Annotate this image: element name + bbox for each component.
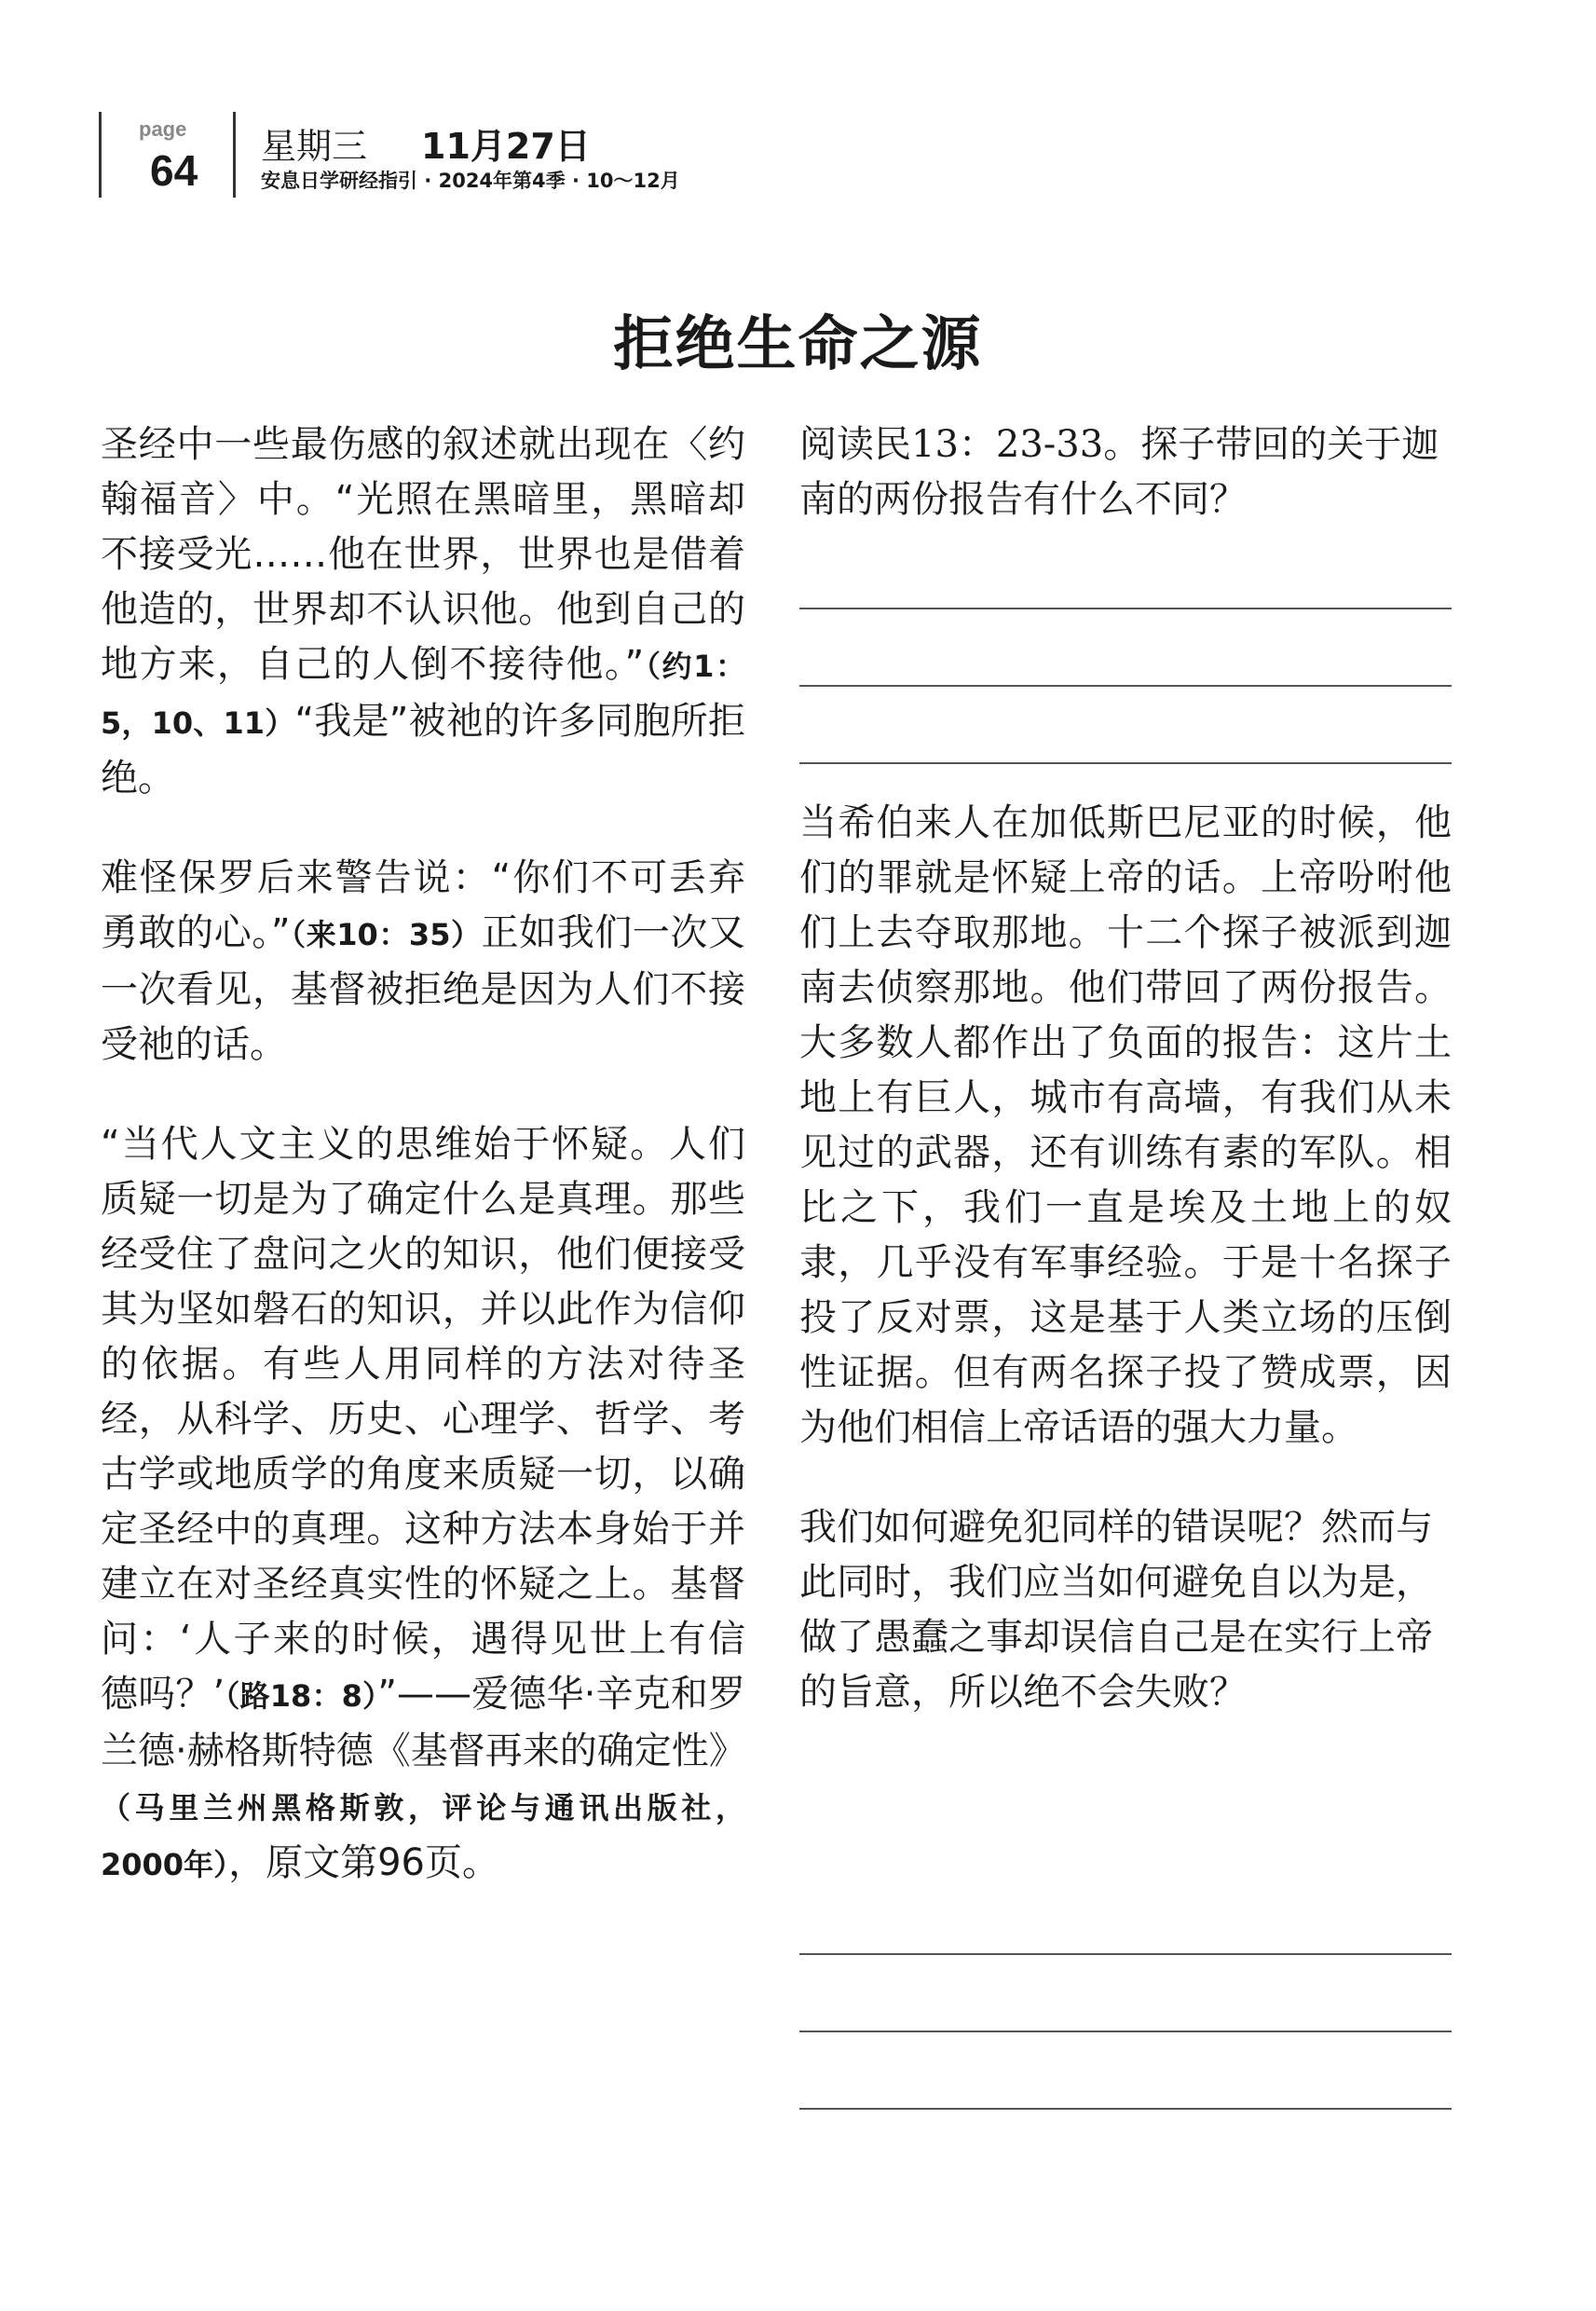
p3-tail: ，原文第96页。 [228,1841,499,1884]
p2-text: 难怪保罗后来警告说：“你们不可丢弃勇敢的心。” [101,856,745,954]
p3-text: “当代人文主义的思维始于怀疑。人们质疑一切是为了确定什么是真理。那些经受住了盘问之火的知识，他们便接受其为坚如磐石的知识，并以此作为信仰的依据。有些人用同样的方法对待圣经，从科学、历史、心理学、哲学、考古学或地质学的角度来质疑一切，以确定圣经中的真理。这种方法本身始于并建立在对圣经真实性的怀疑之上。基督问：‘人子来的时候，遇得见世上有信德吗？’ [101,1123,745,1716]
p3-citation: ”——爱德华·辛克和罗兰德·赫格斯特德《基督再来的确定性》 [101,1673,746,1772]
page-label: page [139,117,187,141]
p1-reference: （约1：5，10、11） [101,649,745,741]
p2-reference: （来10：35） [290,917,482,952]
weekday: 星期三 [261,126,368,167]
left-column [101,417,745,1937]
answer-line-2[interactable] [799,685,1452,687]
lesson-title: 拒绝生命之源 [613,309,983,379]
study-question-2: 我们如何避免犯同样的错误呢？然而与此同时，我们应当如何避免自以为是，做了愚蠢之事却误信自己是在实行上帝的旨意，所以绝不会失败？ [799,1506,1433,1714]
p1-text: 圣经中一些最伤感的叙述就出现在〈约翰福音〉中。“光照在黑暗里，黑暗却不接受光……他在世界，世界也是借着他造的，世界却不认识他。他到自己的地方来，自己的人倒不接待他。” [101,423,745,686]
left-paragraph-1 [101,417,745,806]
page-number: 64 [150,146,198,195]
right-paragraph-1: 当希伯来人在加低斯巴尼亚的时候，他们的罪就是怀疑上帝的话。上帝吩咐他们上去夺取那地。十二个探子被派到迦南去侦察那地。他们带回了两份报告。大多数人都作出了负面的报告：这片土地上有巨人，城市有高墙，有我们从未见过的武器，还有训练有素的军队。相比之下，我们一直是埃及土地上的奴隶，几乎没有军事经验。于是十名探子投了反对票，这是基于人类立场的压倒性证据。但有两名探子投了赞成票，因为他们相信上帝话语的强大力量。 [799,801,1452,1449]
p3-reference-1: （路18：8） [225,1678,378,1714]
spacer [799,1456,1452,1500]
answer-space-1 [799,527,1452,796]
p3-reference-2: （马里兰州黑格斯敦，评论与通讯出版社，2000年） [101,1790,745,1882]
study-question-1: 阅读民13：23-33。探子带回的关于迦南的两份报告有什么不同？ [799,423,1439,521]
answer-line-6[interactable] [799,2108,1452,2110]
answer-line-5[interactable] [799,2031,1452,2032]
left-paragraph-3 [101,1117,745,1893]
answer-line-3[interactable] [799,762,1452,764]
header-divider [233,112,236,198]
right-column [799,417,1452,1720]
left-paragraph-2 [101,851,745,1073]
page-number-box [99,112,241,198]
p1-tail: “我是”被祂的许多同胞所拒绝。 [101,700,745,800]
date: 11月27日 [421,126,591,167]
publication-subtitle: 安息日学研经指引 · 2024年第4季 · 10～12月 [261,170,680,192]
answer-line-1[interactable] [799,608,1452,609]
answer-line-4[interactable] [799,1953,1452,1955]
p2-tail: 正如我们一次又一次看见，基督被拒绝是因为人们不接受祂的话。 [101,911,745,1066]
